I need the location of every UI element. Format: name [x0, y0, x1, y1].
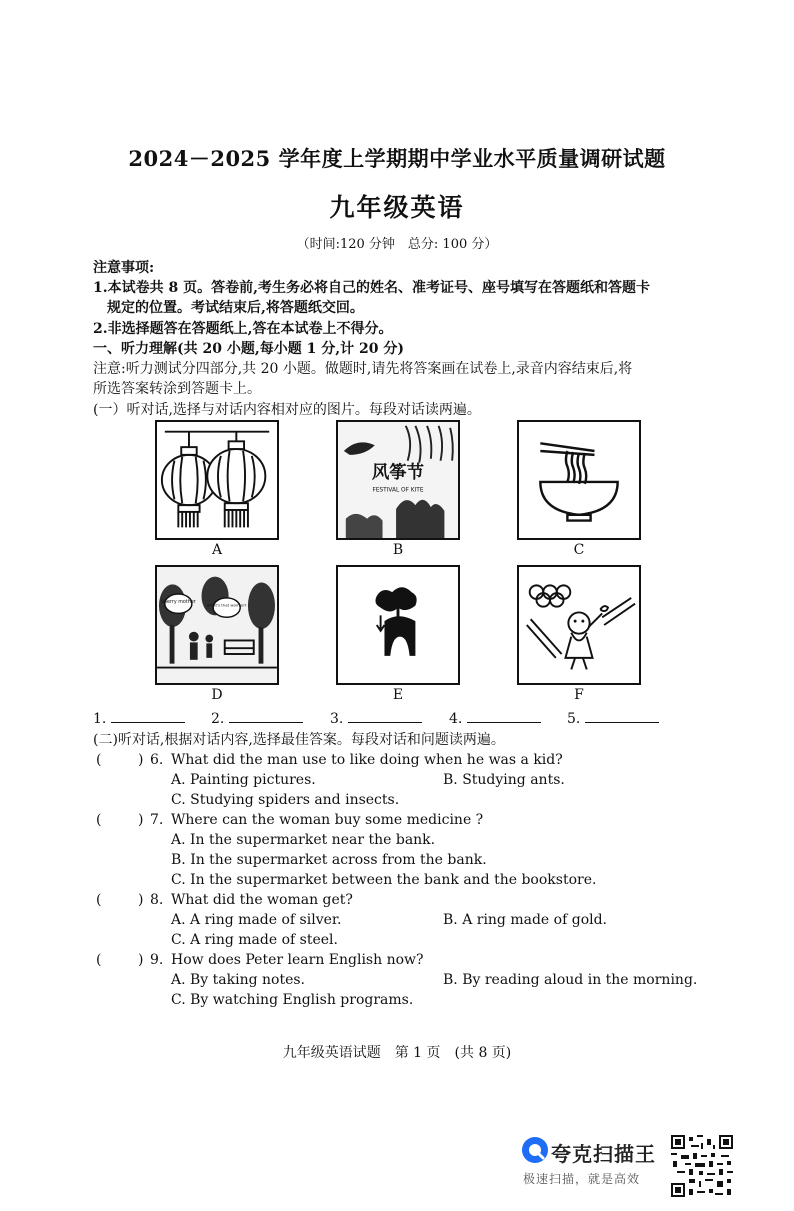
q7-option-a[interactable]: A. In the supermarket near the bank. — [171, 832, 436, 848]
notes-item-1-line-1: 1.本试卷共 8 页。答卷前,考生务必将自己的姓名、准考证号、座号填写在答题纸和答题卡 — [93, 280, 650, 296]
section-1-heading: 一、听力理解(共 20 小题,每小题 1 分,计 20 分) — [93, 341, 404, 357]
q7-option-b[interactable]: B. In the supermarket across from the bank. — [171, 852, 487, 868]
picture-d-label: D — [211, 687, 223, 703]
picture-c — [517, 420, 641, 540]
time-info: （时间:120 分钟 总分: 100 分） — [296, 237, 498, 252]
q7-number: 7. — [150, 812, 164, 828]
q6-option-c[interactable]: C. Studying spiders and insects. — [171, 792, 400, 808]
park-bubble-1: Sherry mother — [160, 599, 196, 605]
notes-item-1-line-2: 规定的位置。考试结束后,将答题纸交回。 — [107, 300, 364, 316]
notes-item-2: 2.非选择题答在答题纸上,答在本试卷上不得分。 — [93, 321, 393, 337]
q8-paren-close: ) — [138, 892, 144, 908]
section-1-note-line-2: 所选答案转涂到答题卡上。 — [93, 381, 261, 397]
answer-blank-2[interactable]: 2. — [211, 708, 303, 727]
q8-number: 8. — [150, 892, 164, 908]
olympic-mascot-icon — [519, 567, 639, 683]
kite-festival-icon — [338, 422, 458, 538]
q8-text: What did the woman get? — [171, 892, 353, 908]
tree-on-rock-icon — [338, 567, 458, 683]
q9-option-b[interactable]: B. By reading aloud in the morning. — [443, 972, 698, 988]
park-scene-icon — [157, 567, 277, 683]
q9-number: 9. — [150, 952, 164, 968]
q8-option-b[interactable]: B. A ring made of gold. — [443, 912, 608, 928]
brand-name: 夸克扫描王 — [551, 1142, 656, 1166]
park-bubble-2: What's that woman? — [206, 602, 247, 608]
section-1-note-line-1: 注意:听力测试分四部分,共 20 小题。做题时,请先将答案画在试卷上,录音内容结束后,将 — [93, 361, 633, 377]
picture-c-label: C — [573, 542, 585, 558]
answer-blank-1[interactable]: 1. — [93, 708, 185, 727]
q7-option-c[interactable]: C. In the supermarket between the bank and the bookstore. — [171, 872, 597, 888]
picture-a-label: A — [211, 542, 223, 558]
picture-e-label: E — [392, 687, 404, 703]
part-1-heading: (一）听对话,选择与对话内容相对应的图片。每段对话读两遍。 — [93, 402, 481, 418]
q6-paren-open[interactable]: ( — [96, 752, 102, 768]
q6-number: 6. — [150, 752, 164, 768]
picture-a — [155, 420, 279, 540]
part-2-heading: (二)听对话,根据对话内容,选择最佳答案。每段对话和问题读两遍。 — [93, 732, 505, 748]
noodle-bowl-icon — [519, 422, 639, 538]
kite-sub-caption: FESTIVAL OF KITE — [372, 487, 424, 494]
picture-b — [336, 420, 460, 540]
q6-option-b[interactable]: B. Studying ants. — [443, 772, 565, 788]
q7-paren-close: ) — [138, 812, 144, 828]
q8-paren-open[interactable]: ( — [96, 892, 102, 908]
picture-d — [155, 565, 279, 685]
lanterns-icon — [157, 422, 277, 538]
exam-title: 2024－2025 学年度上学期期中学业水平质量调研试题 — [128, 146, 666, 171]
q7-text: Where can the woman buy some medicine ? — [171, 812, 484, 828]
notes-heading: 注意事项: — [93, 260, 155, 276]
kite-caption: 风筝节 — [371, 463, 425, 484]
picture-e — [336, 565, 460, 685]
answer-blank-4[interactable]: 4. — [449, 708, 541, 727]
picture-f-label: F — [574, 687, 584, 703]
q6-text: What did the man use to like doing when he was a kid? — [171, 752, 563, 768]
q9-option-a[interactable]: A. By taking notes. — [171, 972, 306, 988]
q9-option-c[interactable]: C. By watching English programs. — [171, 992, 414, 1008]
page-footer: 九年级英语试题 第 1 页 (共 8 页) — [282, 1045, 512, 1061]
brand-slogan: 极速扫描，就是高效 — [523, 1172, 641, 1186]
q6-option-a[interactable]: A. Painting pictures. — [171, 772, 316, 788]
qr-code-icon[interactable] — [671, 1135, 733, 1197]
q7-paren-open[interactable]: ( — [96, 812, 102, 828]
answer-blank-3[interactable]: 3. — [330, 708, 422, 727]
q6-paren-close: ) — [138, 752, 144, 768]
exam-subtitle: 九年级英语 — [329, 193, 465, 222]
q9-text: How does Peter learn English now? — [171, 952, 424, 968]
answer-blank-5[interactable]: 5. — [567, 708, 659, 727]
q8-option-c[interactable]: C. A ring made of steel. — [171, 932, 338, 948]
q9-paren-open[interactable]: ( — [96, 952, 102, 968]
q9-paren-close: ) — [138, 952, 144, 968]
picture-b-label: B — [392, 542, 404, 558]
quark-logo-icon — [521, 1136, 549, 1164]
picture-f — [517, 565, 641, 685]
q8-option-a[interactable]: A. A ring made of silver. — [171, 912, 342, 928]
